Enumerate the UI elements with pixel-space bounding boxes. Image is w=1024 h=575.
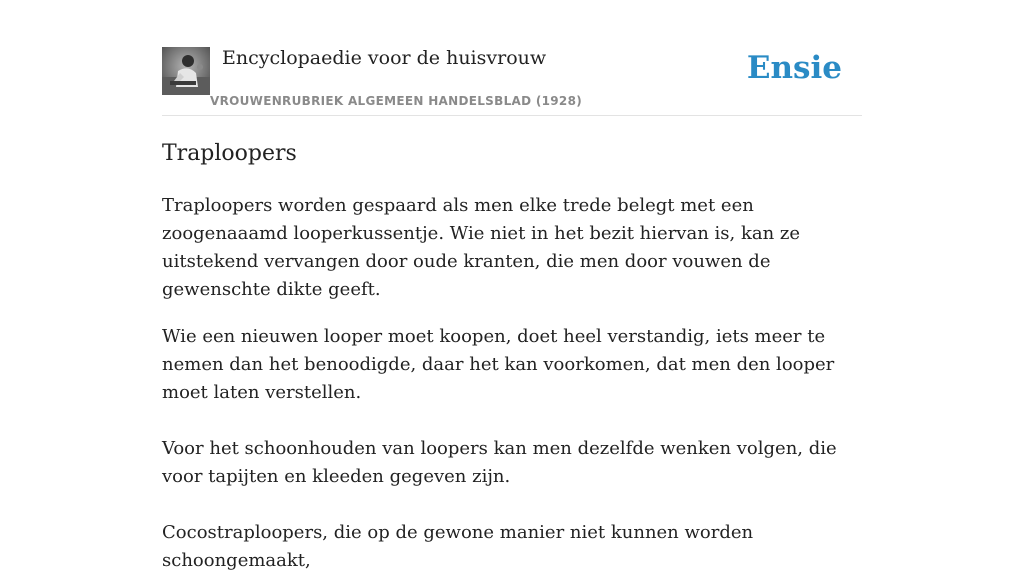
article-body (162, 192, 862, 575)
paragraph: Traploopers worden gespaard als men elke trede belegt met een zoogenaaamd looperkussentje. Wie niet in het bezit hiervan is, kan ze uitstekend vervangen door oude kranten, die men door vouwen de gewenschte dikte geeft. (162, 195, 801, 300)
article-title: Traploopers (162, 141, 297, 166)
avatar[interactable] (162, 47, 210, 95)
paragraph: Wie een nieuwen looper moet koopen, doet heel verstandig, iets meer te nemen dan het benoodigde, daar het kan voorkomen, dat men den looper moet laten verstellen. (162, 326, 835, 403)
paragraph: Cocostraploopers, die op de gewone manier niet kunnen worden schoongemaakt, (162, 522, 754, 571)
paragraph: Voor het schoonhouden van loopers kan men dezelfde wenken volgen, die voor tapijten en kleeden gegeven zijn. (162, 438, 837, 487)
article-container (162, 0, 862, 571)
brand-logo[interactable]: Ensie (746, 50, 842, 86)
vintage-photo-icon (162, 47, 210, 95)
site-subtitle: VROUWENRUBRIEK ALGEMEEN HANDELSBLAD (1928) (210, 94, 583, 108)
site-header (162, 0, 862, 116)
site-title[interactable]: Encyclopaedie voor de huisvrouw (222, 47, 547, 69)
